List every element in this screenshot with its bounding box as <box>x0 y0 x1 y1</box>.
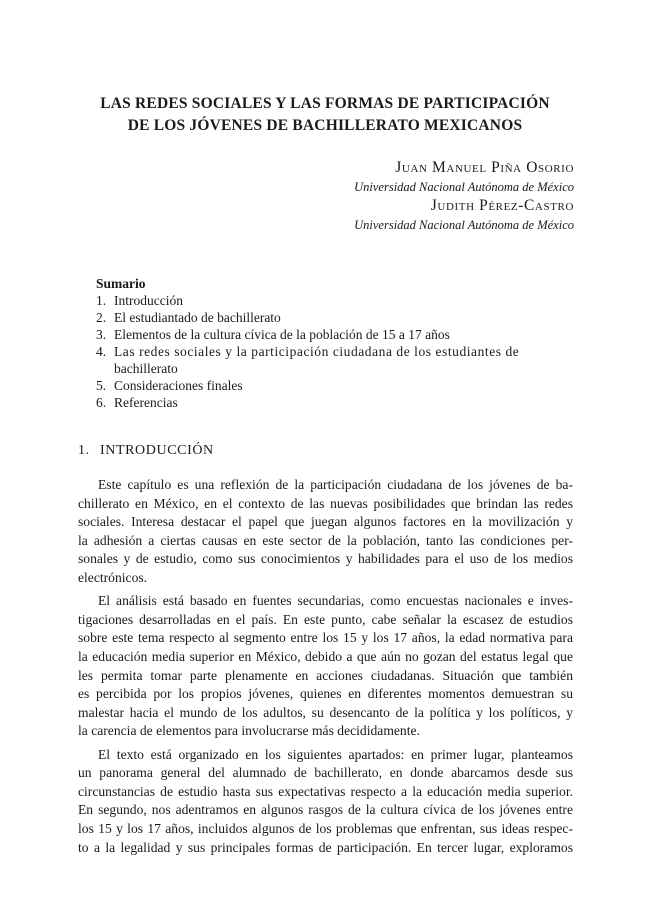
text-line: la educación media superior en México, debido a que aún no gozan del estatus legal que <box>78 649 573 665</box>
chapter-title-line: LAS REDES SOCIALES Y LAS FORMAS DE PARTICIPACIÓN <box>100 95 550 112</box>
summary-item-number: 6. <box>96 395 107 410</box>
summary-item-label: Consideraciones finales <box>114 378 243 393</box>
chapter-title <box>60 93 590 137</box>
summary-item-label: Elementos de la cultura cívica de la población de 15 a 17 años <box>114 327 450 342</box>
summary-item-number: 4. <box>96 344 107 359</box>
text-line: sobre este tema respecto al segmento entre los 15 y los 17 años, la edad normativa para <box>78 630 573 646</box>
text-line: un panorama general del alumnado de bachillerato, en donde abarcamos desde sus <box>78 765 573 781</box>
summary-item <box>96 377 566 394</box>
text-line: Este capítulo es una reflexión de la participación ciudadana de los jóvenes de ba- <box>98 477 573 492</box>
summary-item <box>96 326 566 343</box>
summary-item-number: 5. <box>96 378 107 393</box>
summary-item <box>96 309 566 326</box>
body-text <box>78 476 573 862</box>
text-line: chillerato en México, en el contexto de las nuevas posibilidades que brindan las redes <box>78 495 573 511</box>
summary-item <box>96 292 566 309</box>
text-line: circunstancias de estudio hasta sus expectativas respecto a la educación media superior. <box>78 783 573 799</box>
text-line: to a la legalidad y sus principales formas de participación. En tercer lugar, exploramos <box>78 839 573 855</box>
text-line: tigaciones desarrolladas en el país. En este punto, cabe señalar la escasez de estudios <box>78 611 573 627</box>
text-line: los 15 y los 17 años, incluidos algunos de los problemas que enfrentan, sus ideas respec- <box>78 821 573 837</box>
text-line: En segundo, nos adentramos en algunos rasgos de la cultura cívica de los jóvenes entre <box>78 802 573 818</box>
paragraph <box>78 476 573 588</box>
text-line: la carencia de elementos para involucrarse más decididamente. <box>78 723 420 739</box>
summary-item-label: Referencias <box>114 395 178 410</box>
text-line: El texto está organizado en los siguientes apartados: en primer lugar, planteamos <box>98 746 573 762</box>
summary-item-label: El estudiantado de bachillerato <box>114 310 281 325</box>
summary-item-label: Introducción <box>114 293 183 308</box>
text-line: El análisis está basado en fuentes secundarias, como encuestas nacionales e inves- <box>98 593 573 609</box>
author-name: Judith Pérez-Castro <box>430 197 574 214</box>
chapter-title-line: DE LOS JÓVENES DE BACHILLERATO MEXICANOS <box>127 117 523 134</box>
summary-item-number: 1. <box>96 293 107 308</box>
text-line: malestar hacia el mundo de los adultos, su desencanto de la política y los políticos, y <box>78 704 573 720</box>
summary-list <box>96 292 566 411</box>
text-line: electrónicos. <box>78 569 148 585</box>
section-heading <box>78 443 214 459</box>
summary-item-label: Las redes sociales y la participación ciudadana de los estudiantes de <box>114 344 520 359</box>
summary-item <box>96 343 566 377</box>
author-name: Juan Manuel Piña Osorio <box>395 159 574 176</box>
summary-section <box>96 275 566 411</box>
summary-item-label-continuation: bachillerato <box>114 361 178 376</box>
author-affiliation: Universidad Nacional Autónoma de México <box>354 180 574 194</box>
paragraph <box>78 592 573 741</box>
summary-item <box>96 394 566 411</box>
summary-item-number: 2. <box>96 310 107 325</box>
paragraph <box>78 746 573 858</box>
text-line: la adhesión a ciertas causas en este sector de la población, tanto las condiciones per- <box>78 532 573 548</box>
summary-item-number: 3. <box>96 327 107 342</box>
section-number: 1. <box>78 443 90 458</box>
summary-heading: Sumario <box>96 276 146 291</box>
text-line: sonales y de estudio, como sus conocimientos y habilidades para el uso de los medios <box>78 551 573 567</box>
text-line: sociales. Interesa destacar el papel que juegan algunos factores en la movilización y <box>78 514 573 530</box>
author-block <box>354 158 574 234</box>
text-line: les permita tomar parte plenamente en acciones ciudadanas. Situación que también <box>78 667 573 683</box>
section-title: INTRODUCCIÓN <box>100 443 214 458</box>
text-line: es percibida por los propios jóvenes, quienes en diferentes momentos demuestran su <box>78 686 573 702</box>
author-affiliation: Universidad Nacional Autónoma de México <box>354 218 574 232</box>
